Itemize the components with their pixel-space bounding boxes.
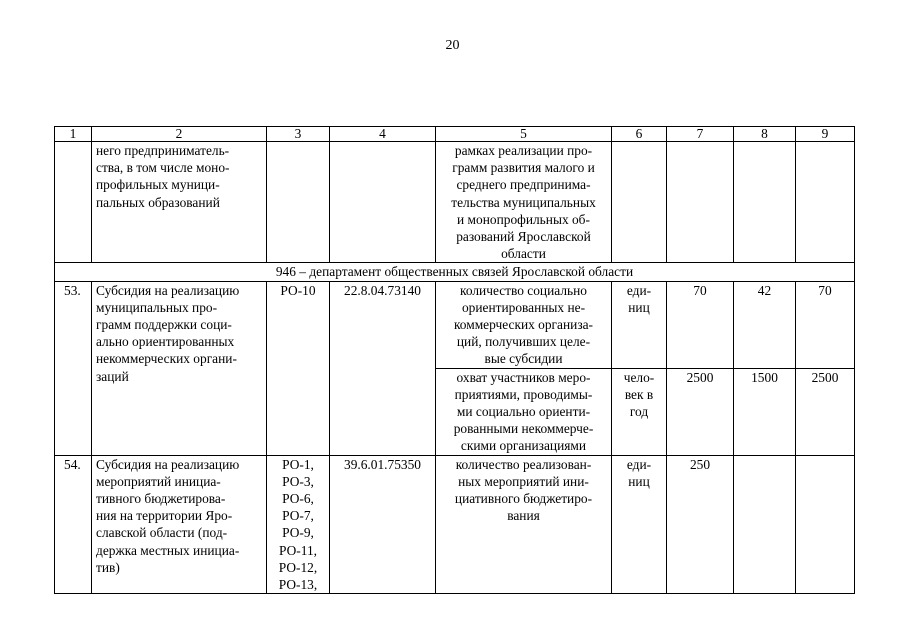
col-header-3: 3 [267, 127, 330, 142]
col-header-9: 9 [796, 127, 855, 142]
row-number: 54. [55, 455, 92, 594]
table-row-53 [55, 281, 855, 368]
indicator-unit: еди- ниц [612, 455, 667, 594]
subsidy-name: Субсидия на реализацию муниципальных про- грамм поддержки соци- ально ориентированных некоммерческих органи- заций [92, 281, 267, 455]
indicator-text: количество социально ориентированных не- коммерческих организа- ций, получивших целе- вые субсидии [436, 281, 612, 368]
value-col-7: 2500 [667, 368, 734, 455]
col-header-6: 6 [612, 127, 667, 142]
indicator-unit: еди- ниц [612, 281, 667, 368]
column-header-row [55, 127, 855, 142]
subsidy-name: Субсидия на реализацию мероприятий инициа- тивного бюджетирова- ния на территории Яро- славской области (под- держка местных инициа- тив) [92, 455, 267, 594]
value-col-8: 1500 [734, 368, 796, 455]
indicator-unit: чело- век в год [612, 368, 667, 455]
col-header-4: 4 [330, 127, 436, 142]
col-header-1: 1 [55, 127, 92, 142]
department-cell: 946 – департамент общественных связей Ярославской области [55, 263, 855, 281]
budget-table [54, 126, 855, 594]
col-header-8: 8 [734, 127, 796, 142]
value-col-9: 2500 [796, 368, 855, 455]
value-col-7: 250 [667, 455, 734, 594]
region-code: РО-1, РО-3, РО-6, РО-7, РО-9, РО-11, РО-12, РО-13, [267, 455, 330, 594]
page-number: 20 [445, 38, 460, 53]
value-col-9 [796, 455, 855, 594]
value-col-7: 70 [667, 281, 734, 368]
col-header-7: 7 [667, 127, 734, 142]
indicator-text: охват участников меро- приятиями, проводимы- ми социально ориенти- рованными некоммерче- скими организациями [436, 368, 612, 455]
col-header-5: 5 [436, 127, 612, 142]
cont-indicator-cell: рамках реализации про- грамм развития малого и среднего предпринима- тельства муниципальных и монопрофильных об- разований Ярославской области [436, 142, 612, 263]
continuation-row [55, 142, 855, 263]
value-col-9: 70 [796, 281, 855, 368]
value-col-8: 42 [734, 281, 796, 368]
budget-code: 22.8.04.73140 [330, 281, 436, 455]
col-header-2: 2 [92, 127, 267, 142]
region-code: РО-10 [267, 281, 330, 455]
value-col-8 [734, 455, 796, 594]
cont-name-cell: него предприниматель- ства, в том числе моно- профильных муници- пальных образований [92, 142, 267, 263]
department-row [55, 263, 855, 281]
row-number: 53. [55, 281, 92, 455]
budget-code: 39.6.01.75350 [330, 455, 436, 594]
indicator-text: количество реализован- ных мероприятий ини- циативного бюджетиро- вания [436, 455, 612, 594]
table-row-54 [55, 455, 855, 594]
